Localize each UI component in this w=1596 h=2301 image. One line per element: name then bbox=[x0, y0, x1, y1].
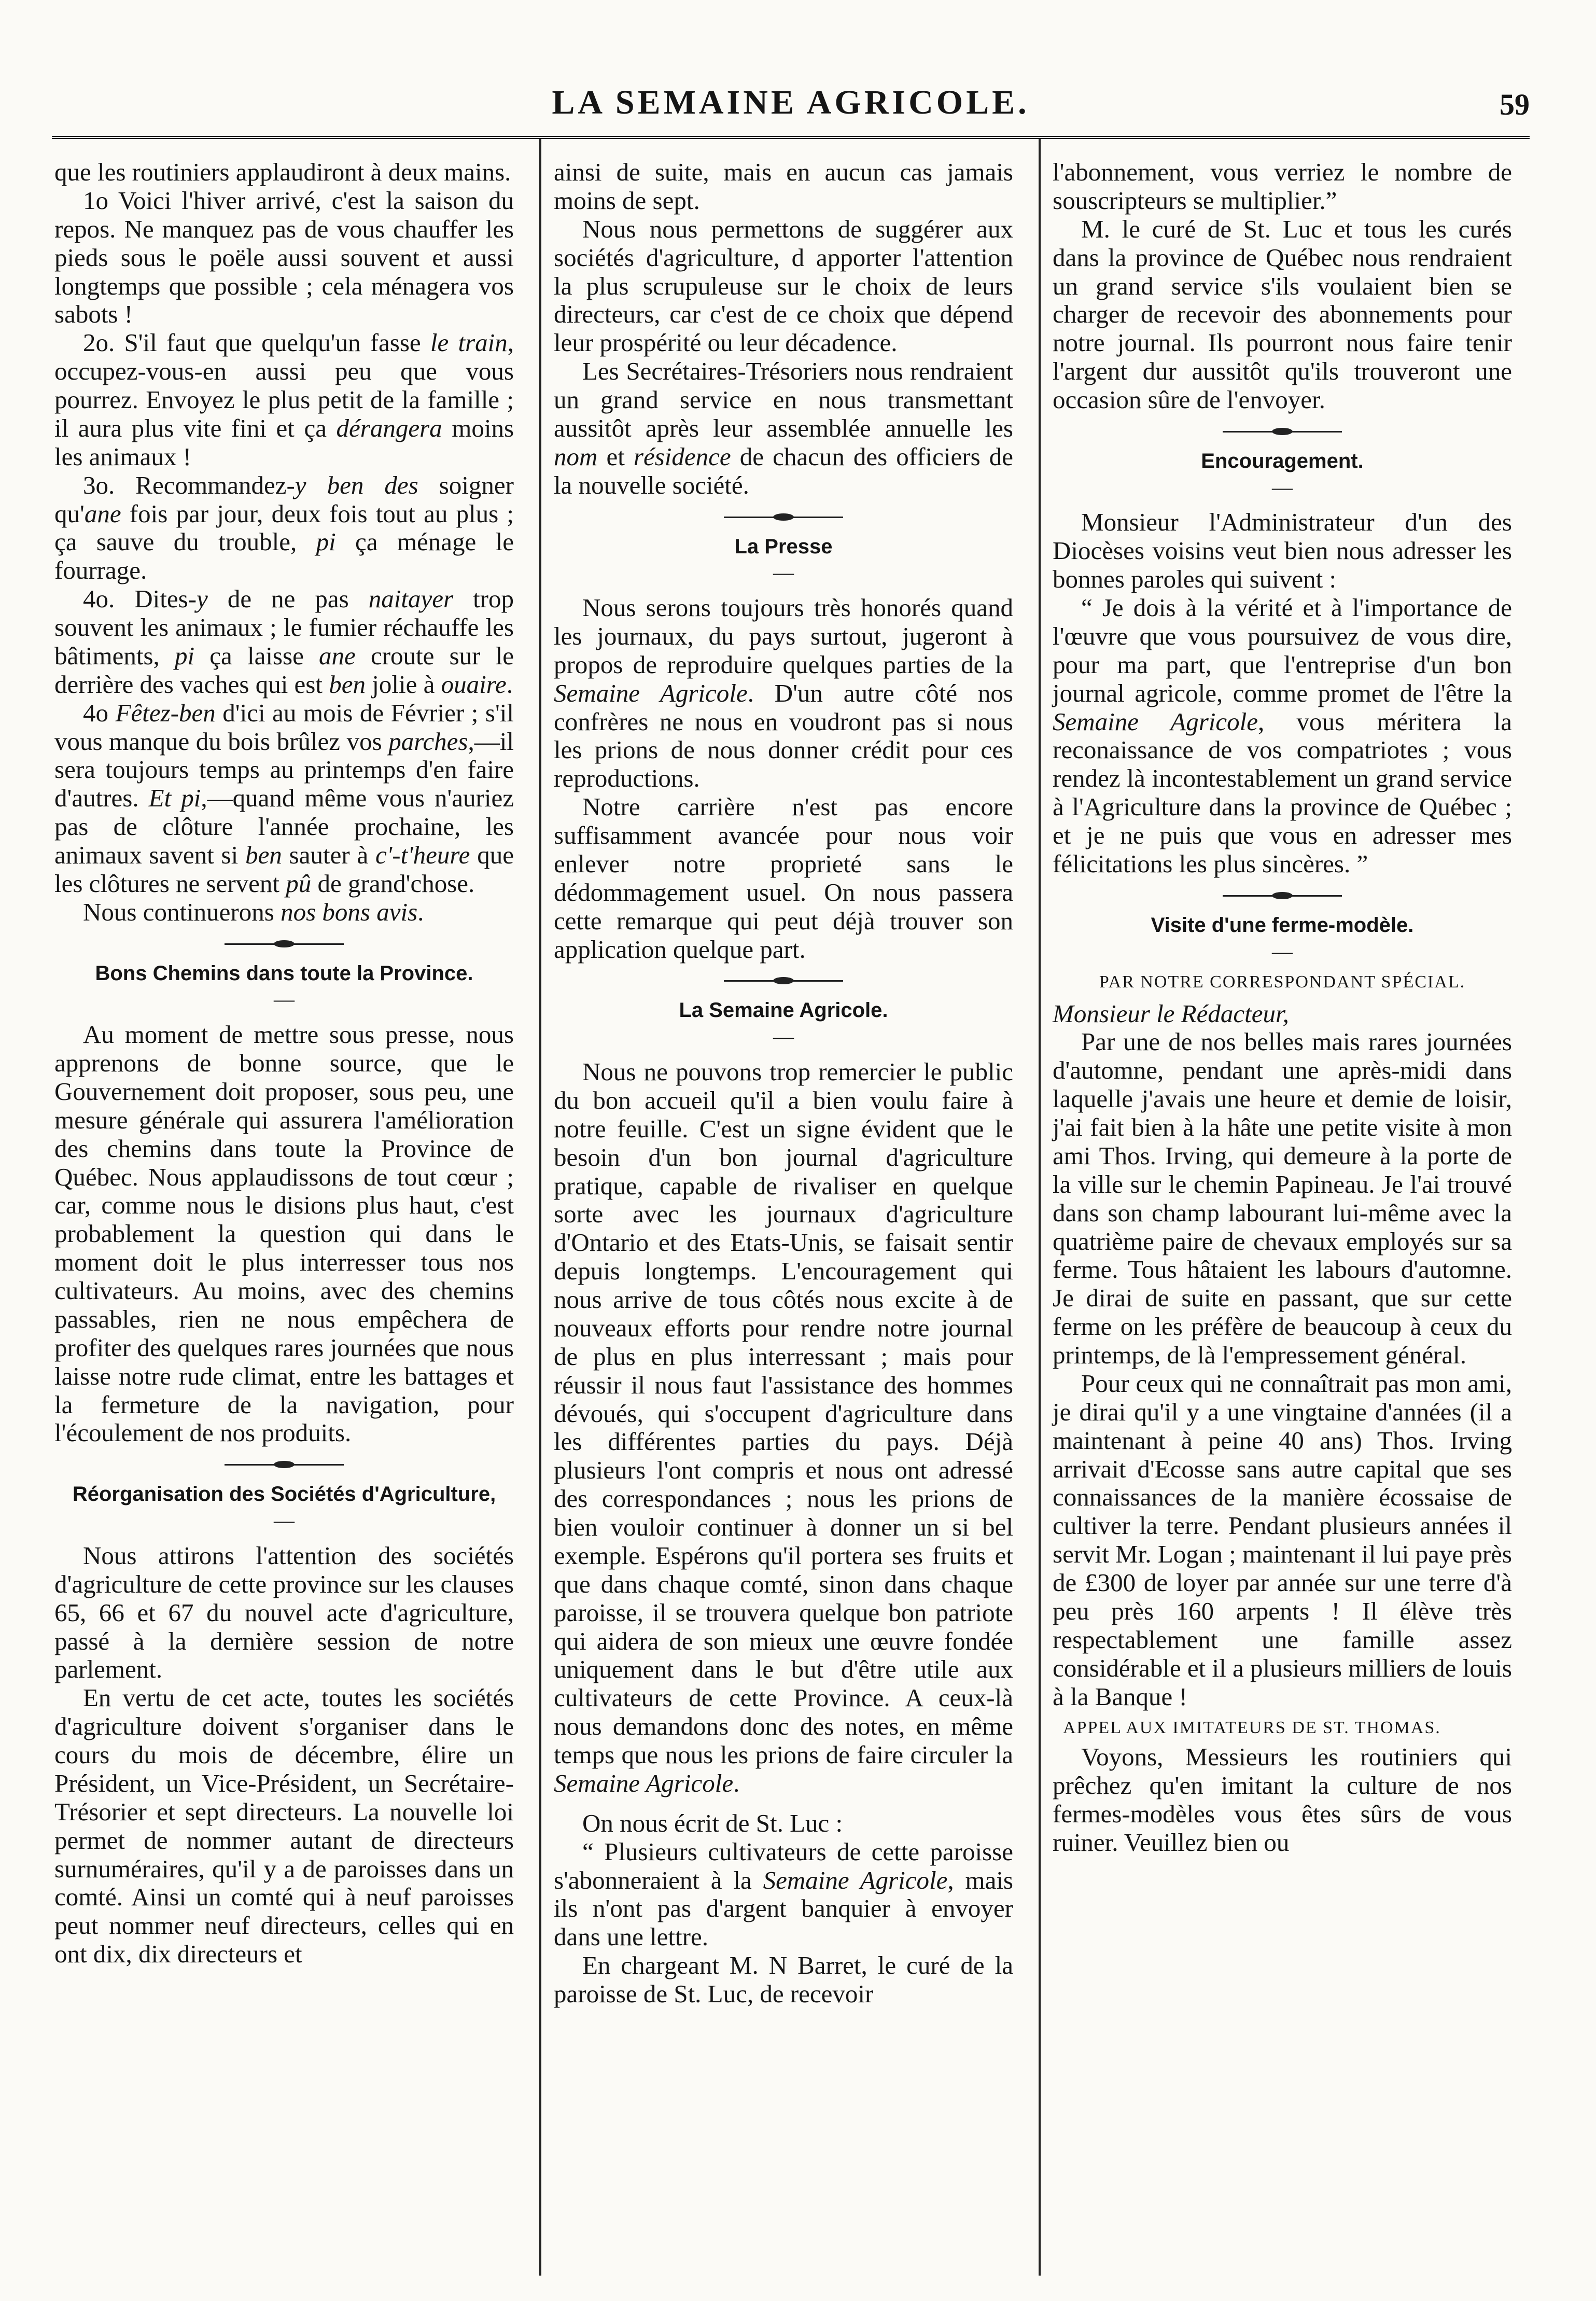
paragraph: 4o. Dites-y de ne pas naitayer trop souvent les animaux ; le fumier réchauffe les bâtiments, pi ça laisse ane croute sur le derrière des vaches qui est ben jolie à ouaire. bbox=[54, 584, 514, 699]
heading-dash: — bbox=[274, 1509, 295, 1532]
column-2 bbox=[554, 158, 1013, 2009]
newspaper-title: LA SEMAINE AGRICOLE. bbox=[552, 83, 1030, 121]
section-ornament bbox=[724, 512, 843, 522]
paragraph: l'abonnement, vous verriez le nombre de souscripteurs se multiplier.” bbox=[1053, 158, 1512, 215]
paragraph: Voyons, Messieurs les routiniers qui prêchez qu'en imitant la culture de nos fermes-modèles vous êtes sûrs de vous ruiner. Veuillez bien ou bbox=[1053, 1742, 1512, 1857]
paragraph: Au moment de mettre sous presse, nous apprenons de bonne source, que le Gouvernement doit proposer, sous peu, une mesure générale qui assurera l'amélioration des chemins dans toute la Province de Québec. Nous applaudissons de tout cœur ; car, comme nous le disions plus haut, c'est probablement la question qui dans le moment doit le plus interresser tous nos cultivateurs. Au moins, avec des chemins passables, rien ne nous empêchera de profiter des quelques rares journées que nous laisse notre rude climat, entre les battages et la fermeture de la navigation, pour l'écoulement de nos produits. bbox=[54, 1020, 514, 1447]
paragraph: Par une de nos belles mais rares journées d'automne, pendant une après-midi dans laquelle j'avais une heure et demie de loisir, j'ai fait bien à la hâte une petite visite à mon ami Thos. Irving, qui demeure à la porte de la ville sur le chemin Papineau. Je l'ai trouvé dans son champ labourant lui-même avec la quatrième paire de chevaux employés sur sa ferme. Tous hâtaient les labours d'automne. Je dirai de suite en passant, que sur cette ferme on les préfère de beaucoup à ceux du printemps, de là l'empressement général. bbox=[1053, 1027, 1512, 1370]
paragraph: Les Secrétaires-Trésoriers nous rendraient un grand service en nous transmettant aussitôt après leur assemblée annuelle les nom et résidence de chacun des officiers de la nouvelle société. bbox=[554, 357, 1013, 499]
paragraph: Pour ceux qui ne connaîtrait pas mon ami, je dirai qu'il y a une vingtaine d'années (il a maintenant à peine 40 ans) Thos. Irving arrivait d'Ecosse sans autre capital que ses connaissances de la manière écossaise de cultiver la terre. Pendant plusieurs années il servit Mr. Logan ; maintenant il lui paye près de £300 de loyer par année sur une terre d'à peu près 160 arpents ! Il élève très respectablement une famille assez considérable et il a plusieurs milliers de louis à la Banque ! bbox=[1053, 1369, 1512, 1711]
section-ornament bbox=[225, 1460, 344, 1469]
paragraph: Notre carrière n'est pas encore suffisamment avancée pour nous voir enlever notre proprieté sans le dédommagement usuel. On nous passera cette remarque qui peut déjà trouver son application quelque part. bbox=[554, 792, 1013, 964]
column-divider bbox=[1039, 139, 1041, 2276]
section-ornament bbox=[225, 939, 344, 949]
paragraph: que les routiniers applaudiront à deux mains. bbox=[54, 158, 511, 186]
paragraph: 3o. Recommandez-y ben des soigner qu'ane fois par jour, deux fois tout au plus ; ça sauve du trouble, pi ça ménage le fourrage. bbox=[54, 470, 514, 585]
paragraph: Monsieur l'Administrateur d'un des Diocèses voisins veut bien nous adresser les bonnes paroles qui suivent : bbox=[1053, 508, 1512, 594]
column-divider bbox=[539, 139, 541, 2276]
paragraph: 1o Voici l'hiver arrivé, c'est la saison du repos. Ne manquez pas de vous chauffer les pieds sous le poële aussi souvent et aussi longtemps que possible ; cela ménagera vos sabots ! bbox=[54, 186, 514, 329]
paragraph: “ Plusieurs cultivateurs de cette paroisse s'abonneraient à la Semaine Agricole, mais ils n'ont pas d'argent banquier à envoyer dans une lettre. bbox=[554, 1837, 1013, 1951]
heading-dash: — bbox=[773, 561, 794, 584]
paragraph: Nous ne pouvons trop remercier le public du bon accueil qu'il a bien voulu faire à notre feuille. C'est un signe évident que le besoin d'un bon journal d'agriculture pratique, capable de rivaliser en quelque sorte avec les journaux d'agriculture d'Ontario et des Etats-Unis, se faisait sentir depuis longtemps. L'encouragement qui nous arrive de tous côtés nous excite à de nouveaux efforts pour rendre notre journal de plus en plus interressant ; mais pour réussir il nous faut l'assistance des hommes dévoués, qui s'occupent d'agriculture dans les différentes parties du pays. Déjà plusieurs l'ont compris et nous ont adressé des correspondances ; nous les prions de bien vouloir continuer à donner un si bel exemple. Espérons qu'il portera ses fruits et que dans chaque comté, sinon dans chaque paroisse, il se trouvera quelque bon patriote qui aidera de son mieux une œuvre fondée uniquement dans le but d'être utile aux cultivateurs de cette Province. A ceux-là nous demandons donc des notes, en même temps que nous les prions de faire circuler la Semaine Agricole. bbox=[554, 1057, 1013, 1797]
heading-dash: — bbox=[773, 1025, 794, 1049]
column-1 bbox=[54, 158, 514, 1969]
section-ornament bbox=[1223, 427, 1342, 436]
quotation: “ Je dois à la vérité et à l'importance de l'œuvre que vous poursuivez de vous dire, pour ma part, que l'entreprise d'un bon journal agricole, comme promet de l'être la Semaine Agricole, vous méritera la reconaissance de vos compatriotes ; vous rendez là incontestablement un grand service à l'Agriculture dans la province de Québec ; et je ne puis que vous en adresser mes félicitations les plus sincères. ” bbox=[1053, 593, 1512, 878]
salutation: Monsieur le Rédacteur, bbox=[1053, 999, 1289, 1028]
section-heading: Visite d'une ferme-modèle. bbox=[1151, 913, 1414, 937]
paragraph: M. le curé de St. Luc et tous les curés dans la province de Québec nous rendraient un grand service s'ils voulaient bien se charger de recevoir des abonnements pour notre journal. Ils pourront nous faire tenir l'argent dur aussitôt qu'ils trouveront une occasion sûre de l'envoyer. bbox=[1053, 214, 1512, 414]
byline: PAR NOTRE CORRESPONDANT SPÉCIAL. bbox=[1099, 972, 1466, 992]
section-ornament bbox=[724, 976, 843, 985]
paragraph: En chargeant M. N Barret, le curé de la paroisse de St. Luc, de recevoir bbox=[554, 1951, 1013, 2009]
page-number: 59 bbox=[1500, 88, 1530, 121]
section-heading: La Semaine Agricole. bbox=[679, 999, 888, 1022]
section-heading: Encouragement. bbox=[1201, 449, 1364, 472]
heading-dash: — bbox=[1272, 939, 1293, 963]
paragraph: On nous écrit de St. Luc : bbox=[582, 1808, 843, 1837]
paragraph: 2o. S'il faut que quelqu'un fasse le train, occupez-vous-en aussi peu que vous pourrez. Envoyez le plus petit de la famille ; il aura plus vite fini et ça dérangera moins les animaux ! bbox=[54, 328, 514, 471]
subheading: APPEL AUX IMITATEURS DE ST. THOMAS. bbox=[1063, 1718, 1441, 1738]
section-heading: La Presse bbox=[734, 535, 833, 558]
section-heading: Bons Chemins dans toute la Province. bbox=[95, 961, 473, 985]
paragraph: 4o Fêtez-ben d'ici au mois de Février ; s'il vous manque du bois brûlez vos parches,—il sera toujours temps au printemps d'en faire d'autres. Et pi,—quand même vous n'auriez pas de clôture l'année prochaine, les animaux savent si ben sauter à c'-t'heure que les clôtures ne servent pû de grand'chose. bbox=[54, 698, 514, 898]
paragraph: Nous attirons l'attention des sociétés d'agriculture de cette province sur les clauses 65, 66 et 67 du nouvel acte d'agriculture, passé à la dernière session de notre parlement. bbox=[54, 1541, 514, 1684]
paragraph: Nous continuerons nos bons avis. bbox=[83, 897, 424, 926]
paragraph: Nous serons toujours très honorés quand les journaux, du pays surtout, jugeront à propos de reproduire quelques parties de la Semaine Agricole. D'un autre côté nos confrères ne nous en voudront pas si nous les prions de nous donner crédit pour ces reproductions. bbox=[554, 593, 1013, 793]
section-ornament bbox=[1223, 891, 1342, 900]
paragraph: Nous nous permettons de suggérer aux sociétés d'agriculture, d apporter l'attention la plus scrupuleuse sur le choix de leurs directeurs, car c'est de ce choix que dépend leur prospérité ou leur décadence. bbox=[554, 214, 1013, 357]
section-heading: Réorganisation des Sociétés d'Agriculture, bbox=[72, 1483, 496, 1506]
column-3 bbox=[1053, 158, 1512, 1857]
paragraph: ainsi de suite, mais en aucun cas jamais moins de sept. bbox=[554, 158, 1013, 215]
masthead bbox=[52, 83, 1530, 130]
header-rule bbox=[52, 136, 1530, 139]
heading-dash: — bbox=[1272, 475, 1293, 499]
heading-dash: — bbox=[274, 987, 295, 1011]
paragraph: En vertu de cet acte, toutes les sociétés d'agriculture doivent s'organiser dans le cours du mois de décembre, élire un Président, un Vice-Président, un Secrétaire-Trésorier et sept directeurs. La nouvelle loi permet de nommer autant de directeurs surnuméraires, qu'il y a de paroisses dans un comté. Ainsi un comté qui à neuf paroisses peut nommer neuf directeurs, celles qui en ont dix, dix directeurs et bbox=[54, 1683, 514, 1969]
